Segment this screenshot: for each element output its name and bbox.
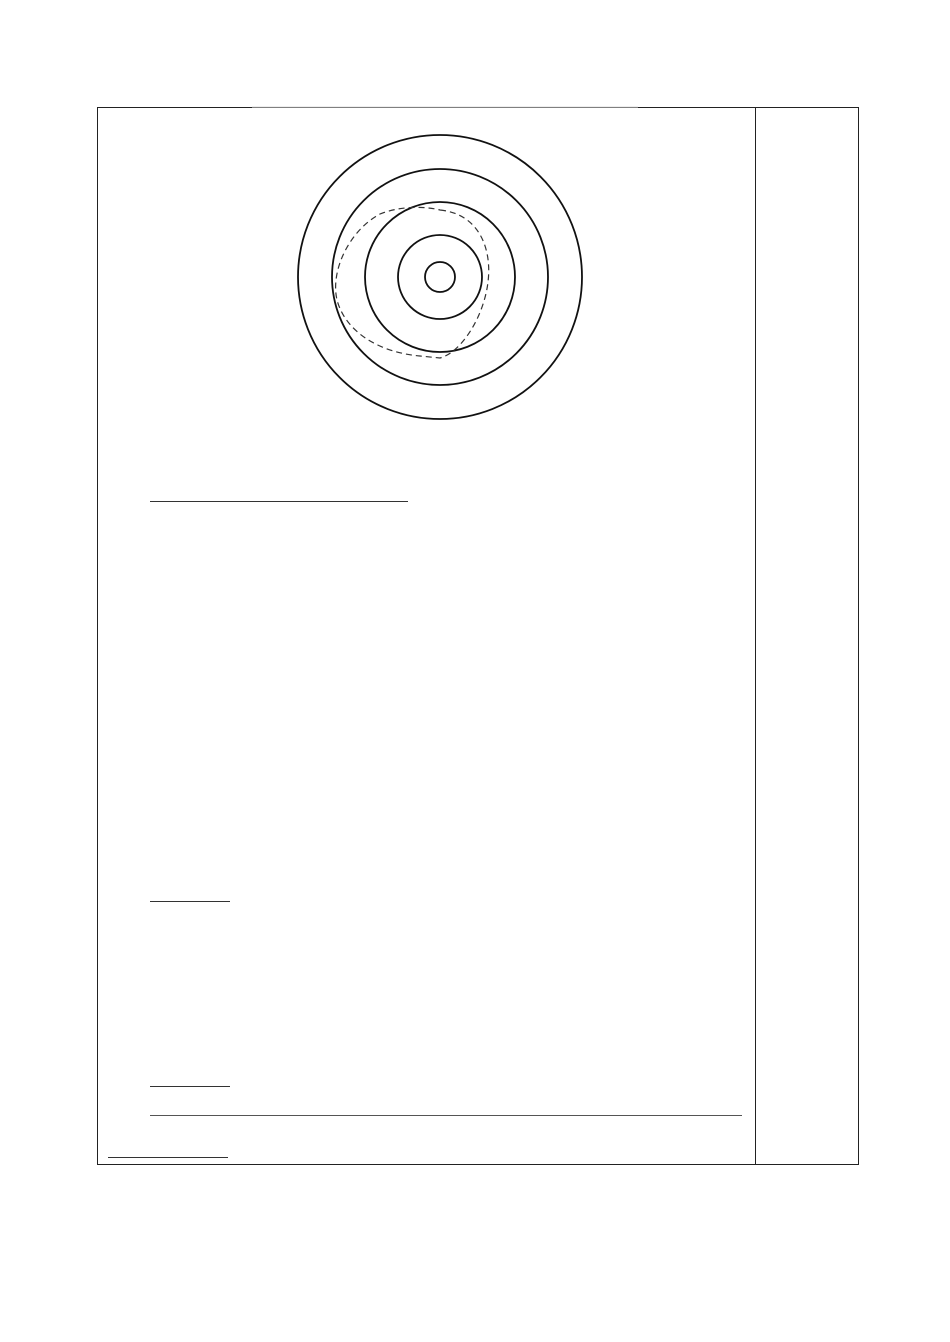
answer-blank-15-2b[interactable] (108, 1139, 228, 1158)
answer-blank-1[interactable] (150, 483, 408, 502)
temperature-rose-curve (336, 207, 489, 358)
answer-blank-15-1[interactable] (150, 883, 230, 902)
question-1 (150, 480, 408, 502)
question-15-1 (150, 880, 230, 902)
answer-blank-15-2[interactable] (150, 1068, 230, 1087)
climate-charts (240, 648, 660, 873)
question-15-2 (150, 1065, 230, 1087)
answer-line-15-2[interactable] (150, 1115, 742, 1116)
table-column-divider (755, 107, 756, 1165)
rose-chart (250, 100, 640, 480)
answer-line-15-2-end (108, 1136, 228, 1158)
